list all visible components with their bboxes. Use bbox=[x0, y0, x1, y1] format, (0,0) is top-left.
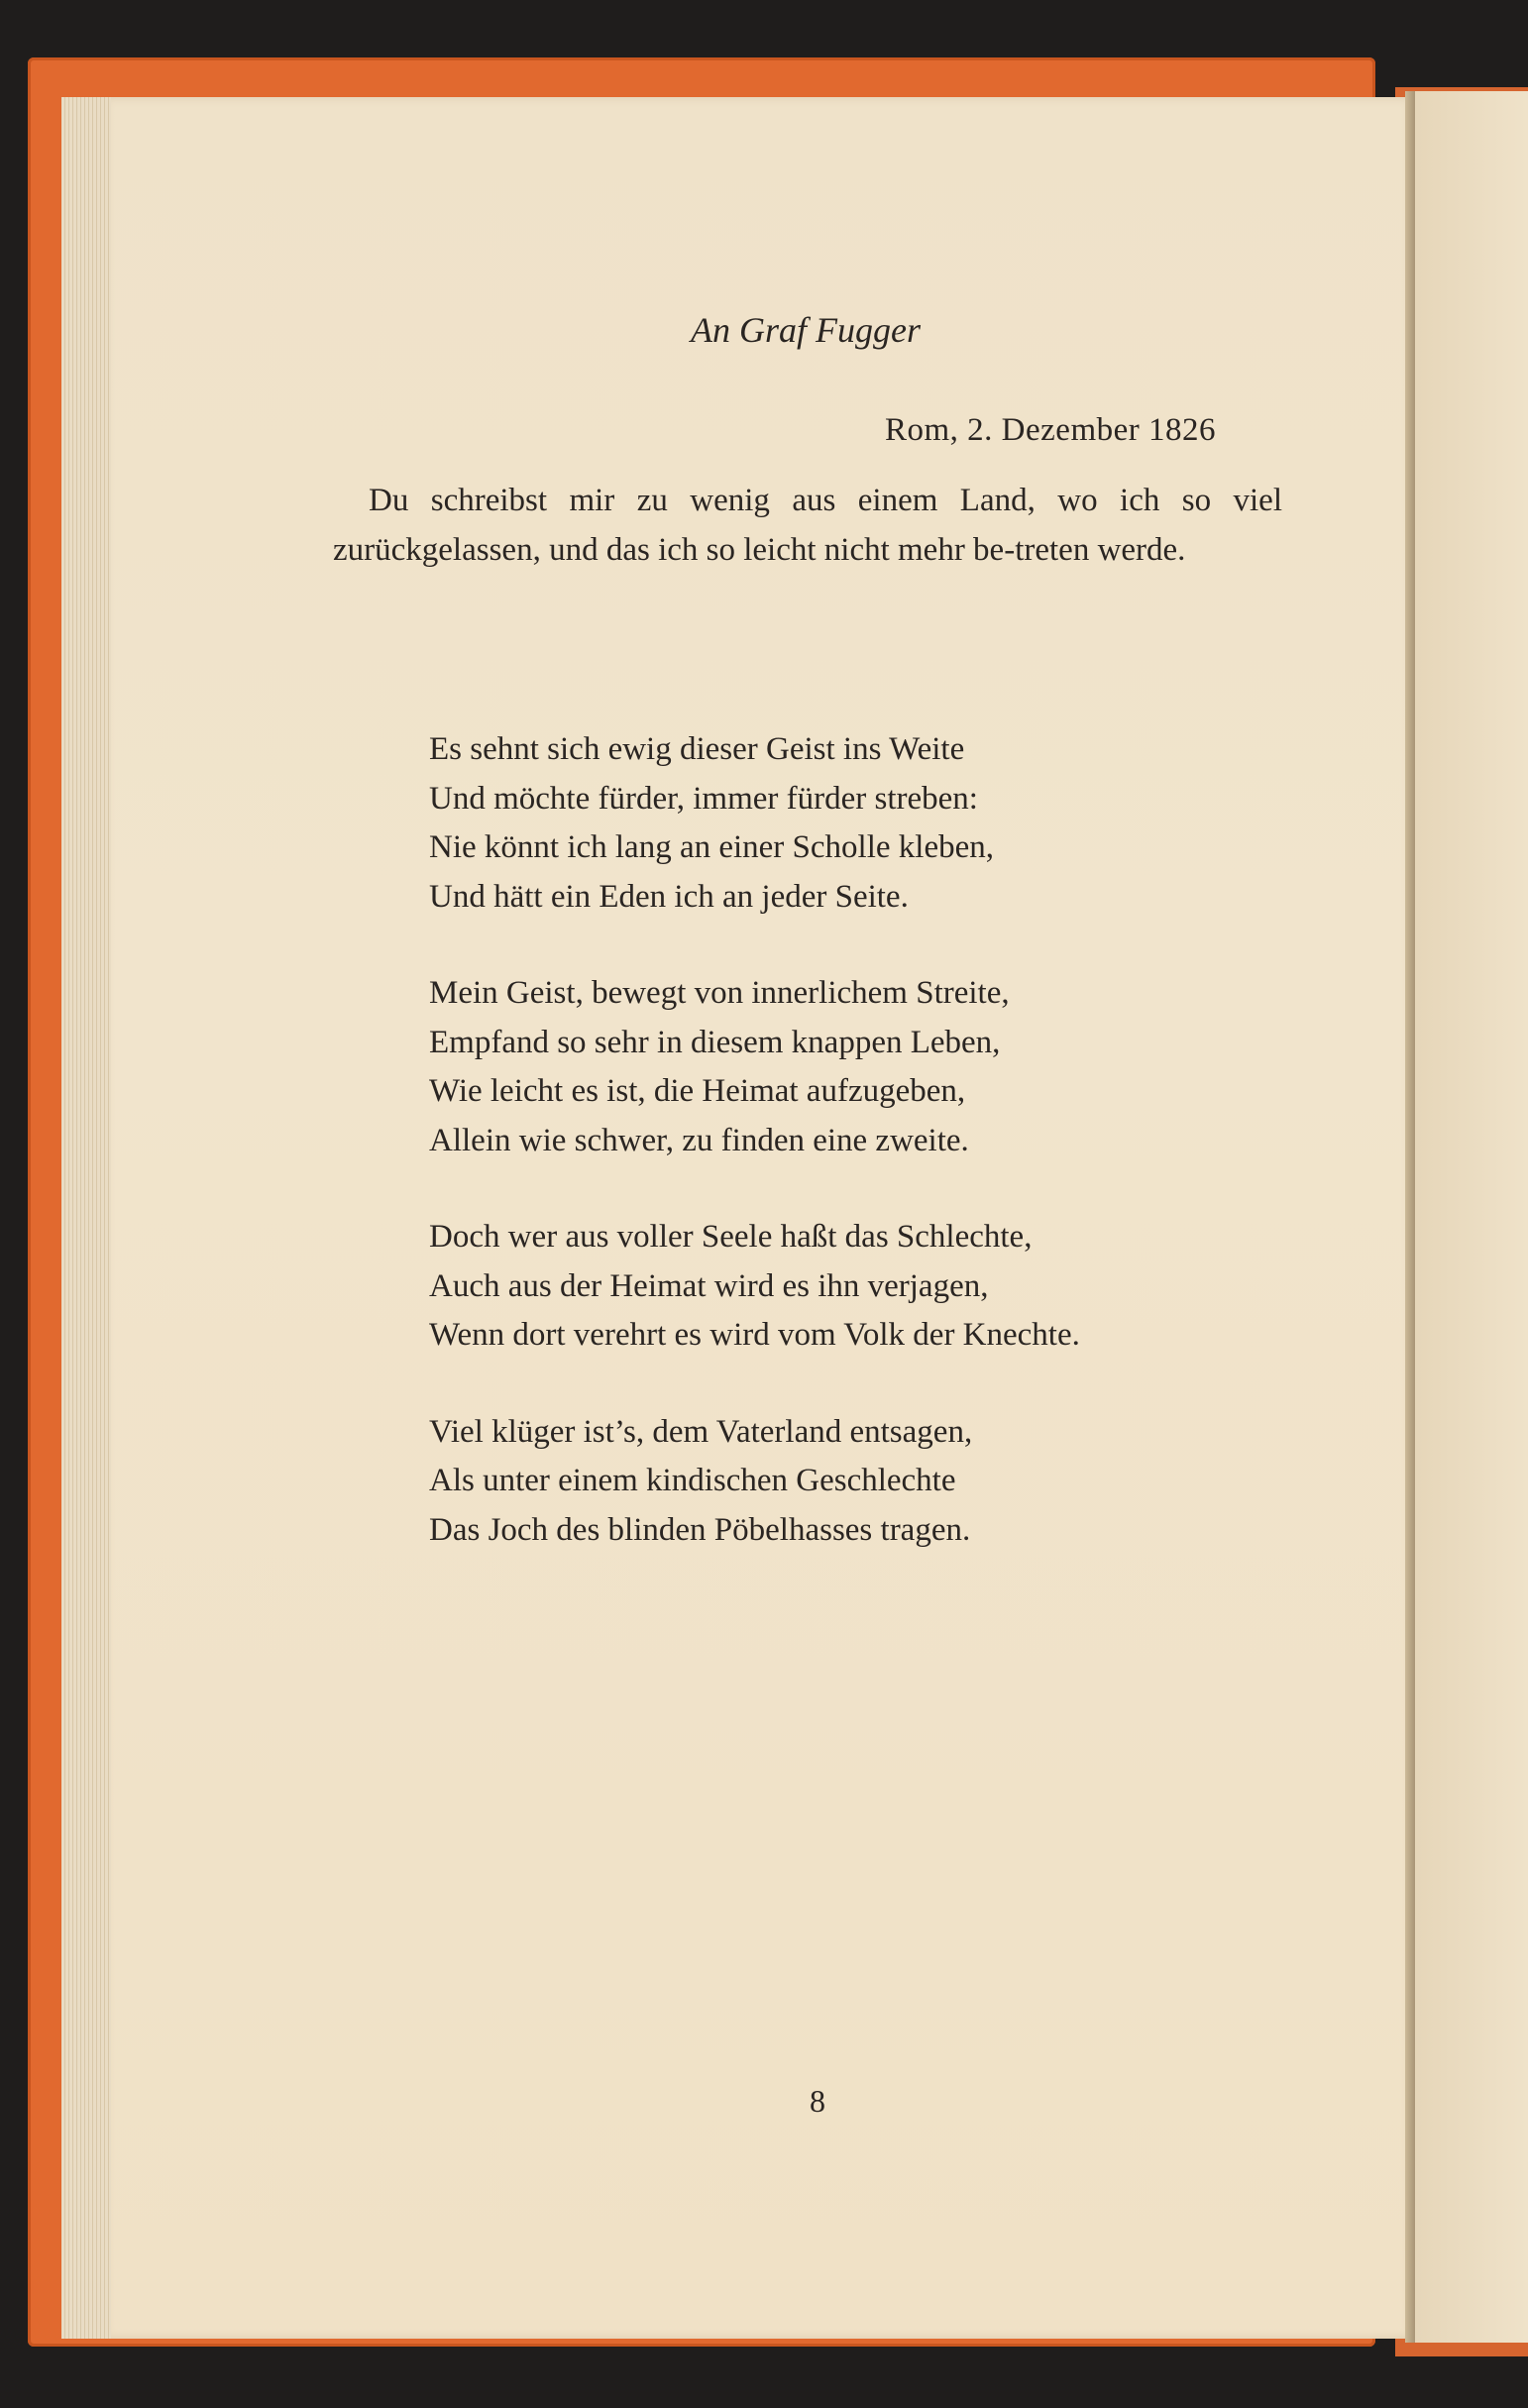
poem bbox=[429, 725, 1080, 1602]
poem-line: Das Joch des blinden Pöbelhasses tragen. bbox=[429, 1511, 971, 1548]
page-number: 8 bbox=[810, 2083, 825, 2119]
poem-line: Wenn dort verehrt es wird vom Volk der Knechte. bbox=[429, 1317, 1080, 1353]
poem-line: Und möchte fürder, immer fürder streben: bbox=[429, 780, 978, 817]
poem-stanza-1 bbox=[429, 725, 1080, 922]
letter-title: An Graf Fugger bbox=[691, 310, 921, 350]
poem-line: Nie könnt ich lang an einer Scholle kleben, bbox=[429, 829, 994, 865]
next-page-edge bbox=[1415, 91, 1528, 2343]
poem-line: Wie leicht es ist, die Heimat aufzugeben, bbox=[429, 1073, 966, 1109]
poem-line: Als unter einem kindischen Geschlechte bbox=[429, 1463, 956, 1498]
poem-stanza-2 bbox=[429, 969, 1080, 1165]
poem-line: Es sehnt sich ewig dieser Geist ins Weite bbox=[429, 731, 965, 767]
letter-date: Rom, 2. Dezember 1826 bbox=[885, 412, 1217, 448]
poem-line: Allein wie schwer, zu finden eine zweite. bbox=[429, 1122, 969, 1158]
book-gutter bbox=[1405, 91, 1415, 2343]
poem-line: Auch aus der Heimat wird es ihn verjagen, bbox=[429, 1267, 989, 1304]
poem-line: Viel klüger ist’s, dem Vaterland entsagen, bbox=[429, 1413, 973, 1450]
poem-line: Doch wer aus voller Seele haßt das Schlechte, bbox=[429, 1219, 1033, 1255]
poem-line: Empfand so sehr in diesem knappen Leben, bbox=[429, 1024, 1001, 1060]
poem-line: Und hätt ein Eden ich an jeder Seite. bbox=[429, 878, 909, 915]
poem-stanza-4 bbox=[429, 1408, 1080, 1556]
letter-prose: Du schreibst mir zu wenig aus einem Land, wo ich so viel zurückgelassen, und das ich so leicht nicht mehr be-treten werde. bbox=[333, 483, 1282, 568]
poem-stanza-3 bbox=[429, 1213, 1080, 1361]
poem-line: Mein Geist, bewegt von innerlichem Streite, bbox=[429, 975, 1010, 1011]
